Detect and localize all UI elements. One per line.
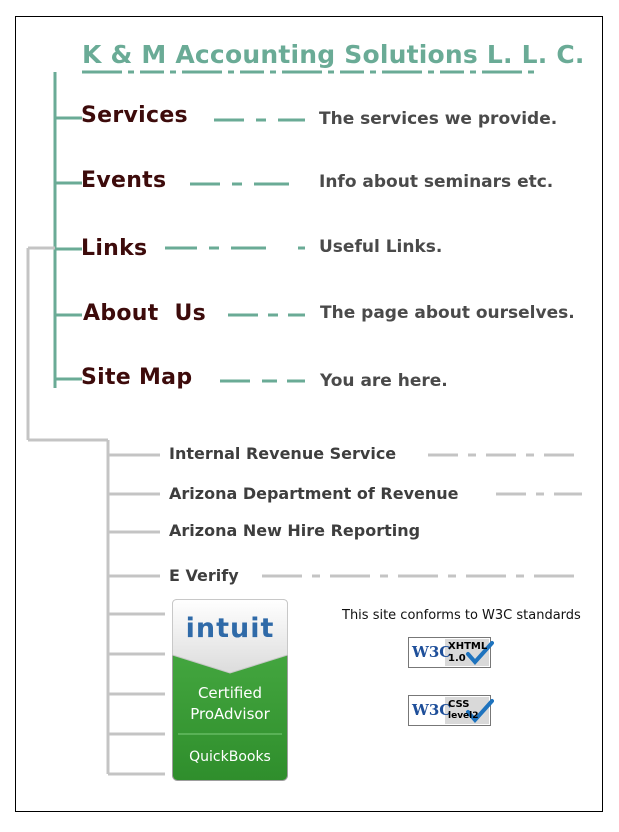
link-irs[interactable]: Internal Revenue Service <box>169 444 397 463</box>
w3c-xhtml-badge[interactable] <box>408 637 494 668</box>
xhtml-version: 1.0 <box>448 653 466 664</box>
proadvisor-badge[interactable] <box>172 599 288 781</box>
badge-proadvisor: ProAdvisor <box>190 705 270 723</box>
site-title: K & M Accounting Solutions L. L. C. <box>82 40 585 69</box>
nav-about-desc: The page about ourselves. <box>320 303 575 323</box>
badge-quickbooks: QuickBooks <box>189 749 271 765</box>
w3c-logo-icon: W3C <box>412 701 452 719</box>
nav-events-link[interactable]: Events <box>81 168 167 193</box>
intuit-logo: intuit <box>185 613 275 644</box>
link-e-verify[interactable]: E Verify <box>169 566 239 585</box>
nav-links-link[interactable]: Links <box>81 236 148 261</box>
nav-about-link[interactable]: About Us <box>83 301 207 326</box>
w3c-css-badge[interactable] <box>408 695 494 726</box>
nav-links-desc: Useful Links. <box>319 237 443 257</box>
nav-sitemap-link[interactable]: Site Map <box>81 365 193 390</box>
link-az-dept-revenue[interactable]: Arizona Department of Revenue <box>169 484 459 503</box>
nav-events-desc: Info about seminars etc. <box>319 172 554 192</box>
css-version: level2 <box>448 711 479 721</box>
nav-services-link[interactable]: Services <box>81 103 188 128</box>
w3c-logo-icon: W3C <box>412 643 452 661</box>
nav-services-desc: The services we provide. <box>319 109 558 129</box>
badge-certified: Certified <box>197 684 263 702</box>
nav-sitemap-desc: You are here. <box>320 371 448 391</box>
xhtml-label: XHTML <box>448 641 488 652</box>
css-label: CSS <box>448 699 470 710</box>
w3c-statement: This site conforms to W3C standards <box>342 608 581 623</box>
link-az-new-hire[interactable]: Arizona New Hire Reporting <box>169 521 421 540</box>
